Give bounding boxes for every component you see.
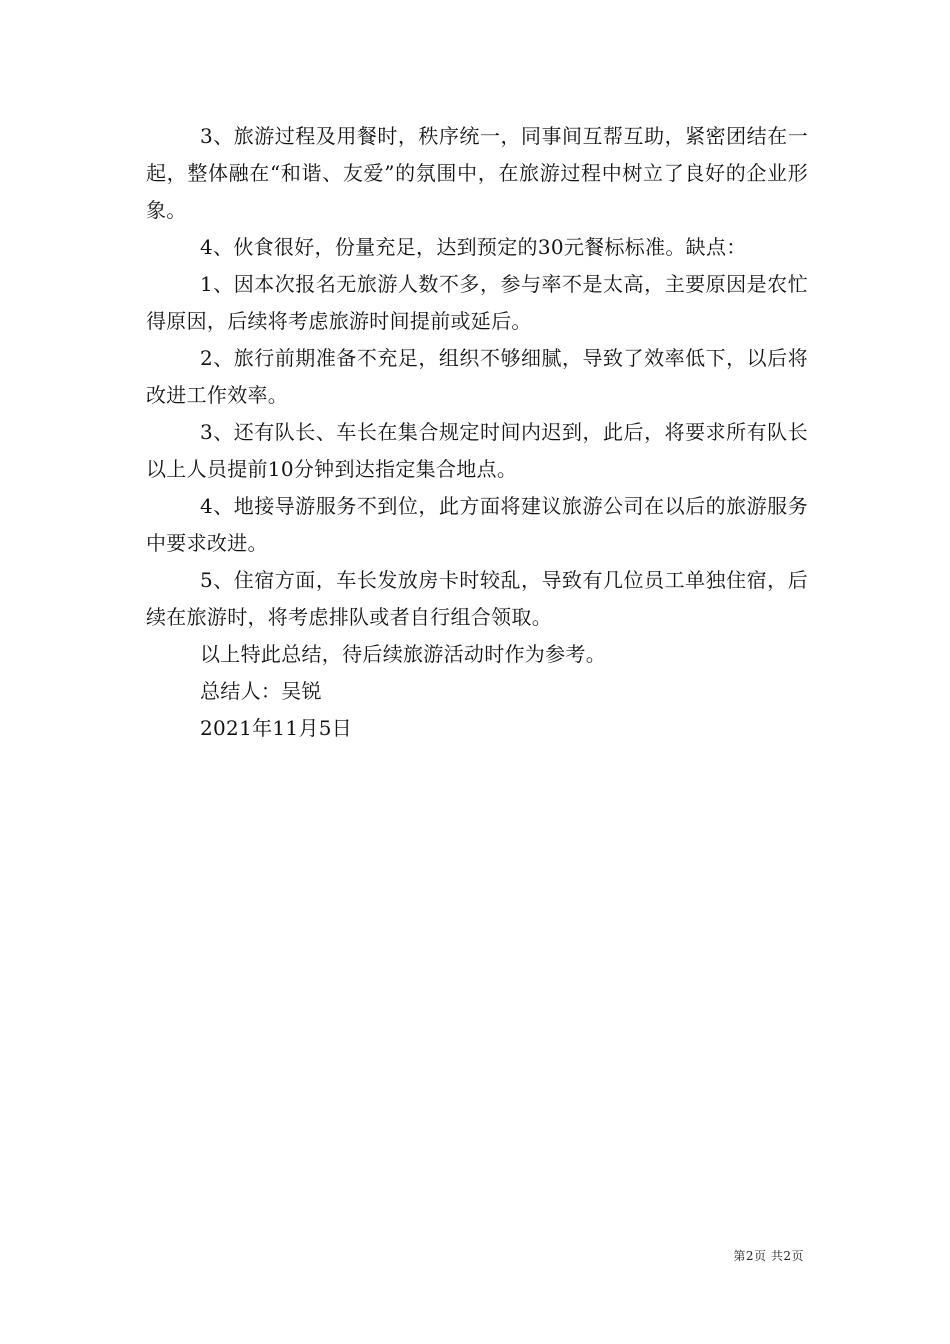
paragraph-weakness-1: 1、因本次报名无旅游人数不多，参与率不是太高，主要原因是农忙得原因，后续将考虑旅游时间提前或延后。 (146, 272, 808, 333)
document-body (146, 118, 808, 747)
signature-author: 总结人：吴锐 (200, 679, 322, 703)
paragraph-strength-4: 4、伙食很好，份量充足，达到预定的30元餐标标准。缺点： (200, 235, 747, 259)
paragraph-weakness-4: 4、地接导游服务不到位，此方面将建议旅游公司在以后的旅游服务中要求改进。 (146, 494, 808, 555)
paragraph-weakness-2: 2、旅行前期准备不充足，组织不够细腻，导致了效率低下，以后将改进工作效率。 (146, 346, 808, 407)
paragraph-conclusion: 以上特此总结，待后续旅游活动时作为参考。 (200, 642, 606, 666)
page-number-footer: 第2页 共2页 (733, 1249, 804, 1263)
paragraph-weakness-5: 5、住宿方面，车长发放房卡时较乱，导致有几位员工单独住宿，后续在旅游时，将考虑排队或者自行组合领取。 (146, 568, 808, 629)
paragraph-strength-3: 3、旅游过程及用餐时，秩序统一，同事间互帮互助，紧密团结在一起，整体融在“和谐、友爱”的氛围中，在旅游过程中树立了良好的企业形象。 (146, 124, 808, 222)
paragraph-weakness-3: 3、还有队长、车长在集合规定时间内迟到，此后，将要求所有队长以上人员提前10分钟到达指定集合地点。 (146, 420, 808, 481)
signature-date: 2021年11月5日 (200, 716, 353, 740)
